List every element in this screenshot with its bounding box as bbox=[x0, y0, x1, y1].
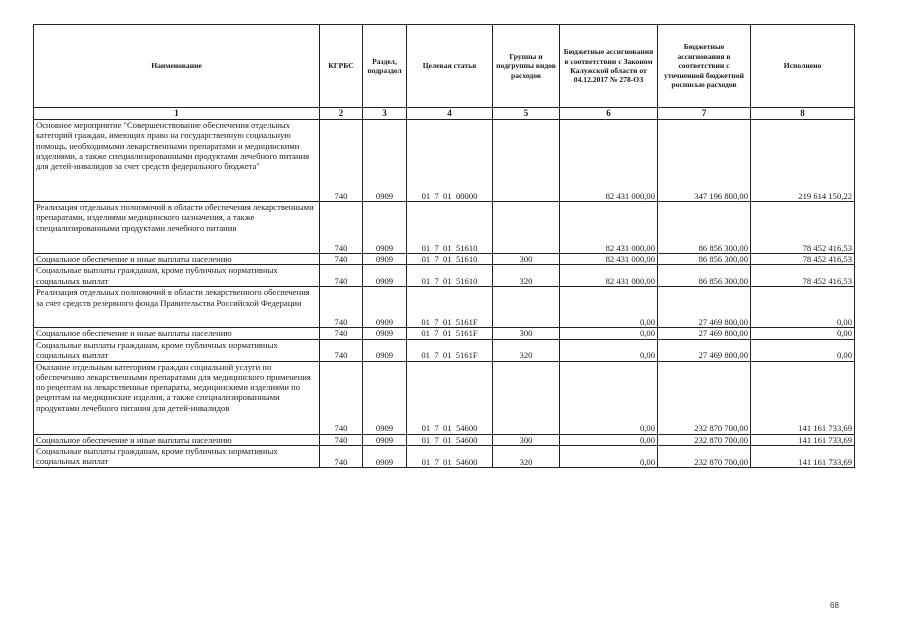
row-law-amount: 82 431 000,00 bbox=[560, 265, 658, 287]
row-kgrbs: 740 bbox=[320, 339, 363, 361]
row-refined-amount: 347 196 800,00 bbox=[658, 120, 751, 202]
row-section: 0909 bbox=[363, 287, 407, 328]
table-row bbox=[34, 339, 855, 361]
column-number: 8 bbox=[751, 108, 855, 120]
table-row bbox=[34, 361, 855, 434]
row-name: Основное мероприятие "Совершенствование обеспечения отдельных категорий граждан, имеющих право на государственную социальную помощь, необходимыми лекарственными препаратами и медицинскими изделиями, а также специализированными продуктами лечебного питания для детей-инвалидов за счет средств федерального бюджета" bbox=[34, 120, 320, 202]
row-law-amount: 82 431 000,00 bbox=[560, 120, 658, 202]
row-section: 0909 bbox=[363, 445, 407, 467]
row-refined-amount: 27 469 800,00 bbox=[658, 287, 751, 328]
row-law-amount: 0,00 bbox=[560, 287, 658, 328]
row-law-amount: 0,00 bbox=[560, 328, 658, 339]
row-done-amount: 78 452 416,53 bbox=[751, 265, 855, 287]
row-target: 01 7 01 5161F bbox=[407, 328, 493, 339]
header-done: Исполнено bbox=[751, 25, 855, 108]
table-row bbox=[34, 328, 855, 339]
row-name: Социальные выплаты гражданам, кроме публичных нормативных социальных выплат bbox=[34, 265, 320, 287]
table-row bbox=[34, 202, 855, 254]
row-group bbox=[493, 120, 560, 202]
row-group bbox=[493, 202, 560, 254]
column-number: 1 bbox=[34, 108, 320, 120]
row-kgrbs: 740 bbox=[320, 434, 363, 445]
row-target: 01 7 01 54600 bbox=[407, 361, 493, 434]
row-kgrbs: 740 bbox=[320, 445, 363, 467]
row-target: 01 7 01 5161F bbox=[407, 339, 493, 361]
row-refined-amount: 86 856 300,00 bbox=[658, 265, 751, 287]
row-section: 0909 bbox=[363, 361, 407, 434]
row-section: 0909 bbox=[363, 339, 407, 361]
row-target: 01 7 01 5161F bbox=[407, 287, 493, 328]
column-number: 7 bbox=[658, 108, 751, 120]
row-name: Реализация отдельных полномочий в области обеспечения лекарственными препаратами, изделиями медицинского назначения, а также специализированными продуктами лечебного питания bbox=[34, 202, 320, 254]
column-number: 5 bbox=[493, 108, 560, 120]
row-done-amount: 0,00 bbox=[751, 339, 855, 361]
column-number: 4 bbox=[407, 108, 493, 120]
column-number-row bbox=[34, 108, 855, 120]
row-refined-amount: 86 856 300,00 bbox=[658, 202, 751, 254]
row-refined-amount: 232 870 700,00 bbox=[658, 445, 751, 467]
row-law-amount: 0,00 bbox=[560, 445, 658, 467]
row-kgrbs: 740 bbox=[320, 328, 363, 339]
header-section: Раздел, подраздел bbox=[363, 25, 407, 108]
row-law-amount: 0,00 bbox=[560, 434, 658, 445]
budget-table bbox=[33, 24, 855, 468]
row-section: 0909 bbox=[363, 120, 407, 202]
row-done-amount: 78 452 416,53 bbox=[751, 202, 855, 254]
row-refined-amount: 27 469 800,00 bbox=[658, 328, 751, 339]
row-name: Социальное обеспечение и иные выплаты населению bbox=[34, 434, 320, 445]
row-done-amount: 0,00 bbox=[751, 287, 855, 328]
row-kgrbs: 740 bbox=[320, 120, 363, 202]
row-target: 01 7 01 00000 bbox=[407, 120, 493, 202]
row-refined-amount: 86 856 300,00 bbox=[658, 254, 751, 265]
header-row bbox=[34, 25, 855, 108]
row-section: 0909 bbox=[363, 202, 407, 254]
row-group: 300 bbox=[493, 254, 560, 265]
row-law-amount: 82 431 000,00 bbox=[560, 202, 658, 254]
row-law-amount: 0,00 bbox=[560, 339, 658, 361]
row-law-amount: 0,00 bbox=[560, 361, 658, 434]
table-row bbox=[34, 287, 855, 328]
row-kgrbs: 740 bbox=[320, 287, 363, 328]
table-row bbox=[34, 445, 855, 467]
header-group: Группы и подгруппы видов расходов bbox=[493, 25, 560, 108]
row-refined-amount: 27 469 800,00 bbox=[658, 339, 751, 361]
row-name: Социальное обеспечение и иные выплаты населению bbox=[34, 254, 320, 265]
column-number: 6 bbox=[560, 108, 658, 120]
table-row bbox=[34, 120, 855, 202]
row-group: 320 bbox=[493, 339, 560, 361]
table-row bbox=[34, 254, 855, 265]
row-done-amount: 141 161 733,69 bbox=[751, 445, 855, 467]
row-name: Социальные выплаты гражданам, кроме публичных нормативных социальных выплат bbox=[34, 339, 320, 361]
row-done-amount: 141 161 733,69 bbox=[751, 434, 855, 445]
table-row bbox=[34, 265, 855, 287]
header-target: Целевая статья bbox=[407, 25, 493, 108]
row-section: 0909 bbox=[363, 254, 407, 265]
row-refined-amount: 232 870 700,00 bbox=[658, 361, 751, 434]
row-done-amount: 141 161 733,69 bbox=[751, 361, 855, 434]
page-number: 68 bbox=[830, 601, 839, 610]
row-name: Социальное обеспечение и иные выплаты населению bbox=[34, 328, 320, 339]
row-done-amount: 0,00 bbox=[751, 328, 855, 339]
header-kgrbs: КГРБС bbox=[320, 25, 363, 108]
column-number: 3 bbox=[363, 108, 407, 120]
row-target: 01 7 01 54600 bbox=[407, 434, 493, 445]
row-group: 300 bbox=[493, 434, 560, 445]
row-target: 01 7 01 51610 bbox=[407, 254, 493, 265]
header-name: Наименование bbox=[34, 25, 320, 108]
row-kgrbs: 740 bbox=[320, 254, 363, 265]
column-number: 2 bbox=[320, 108, 363, 120]
row-name: Реализация отдельных полномочий в области лекарственного обеспечения за счет средств резервного фонда Правительства Российской Федерации bbox=[34, 287, 320, 328]
row-name: Социальные выплаты гражданам, кроме публичных нормативных социальных выплат bbox=[34, 445, 320, 467]
row-name: Оказание отдельным категориям граждан социальной услуги по обеспечению лекарственными препаратами для медицинского применения по рецептам на лекарственные препараты, медицинскими изделиями по рецептам на медицинские изделия, а также специализированными продуктами лечебного питания для детей-инвалидов bbox=[34, 361, 320, 434]
row-law-amount: 82 431 000,00 bbox=[560, 254, 658, 265]
row-done-amount: 219 614 150,22 bbox=[751, 120, 855, 202]
header-law: Бюджетные ассигнования в соответствии с Законом Калужской области от 04.12.2017 № 278-ОЗ bbox=[560, 25, 658, 108]
row-kgrbs: 740 bbox=[320, 265, 363, 287]
row-target: 01 7 01 54600 bbox=[407, 445, 493, 467]
row-group: 320 bbox=[493, 445, 560, 467]
row-section: 0909 bbox=[363, 434, 407, 445]
row-target: 01 7 01 51610 bbox=[407, 265, 493, 287]
row-kgrbs: 740 bbox=[320, 202, 363, 254]
row-target: 01 7 01 51610 bbox=[407, 202, 493, 254]
row-refined-amount: 232 870 700,00 bbox=[658, 434, 751, 445]
header-refined: Бюджетные ассигнования в соответствии с уточненной бюджетной росписью расходов bbox=[658, 25, 751, 108]
row-section: 0909 bbox=[363, 265, 407, 287]
row-section: 0909 bbox=[363, 328, 407, 339]
table-row bbox=[34, 434, 855, 445]
row-group: 320 bbox=[493, 265, 560, 287]
row-group bbox=[493, 287, 560, 328]
row-group bbox=[493, 361, 560, 434]
row-kgrbs: 740 bbox=[320, 361, 363, 434]
row-done-amount: 78 452 416,53 bbox=[751, 254, 855, 265]
row-group: 300 bbox=[493, 328, 560, 339]
